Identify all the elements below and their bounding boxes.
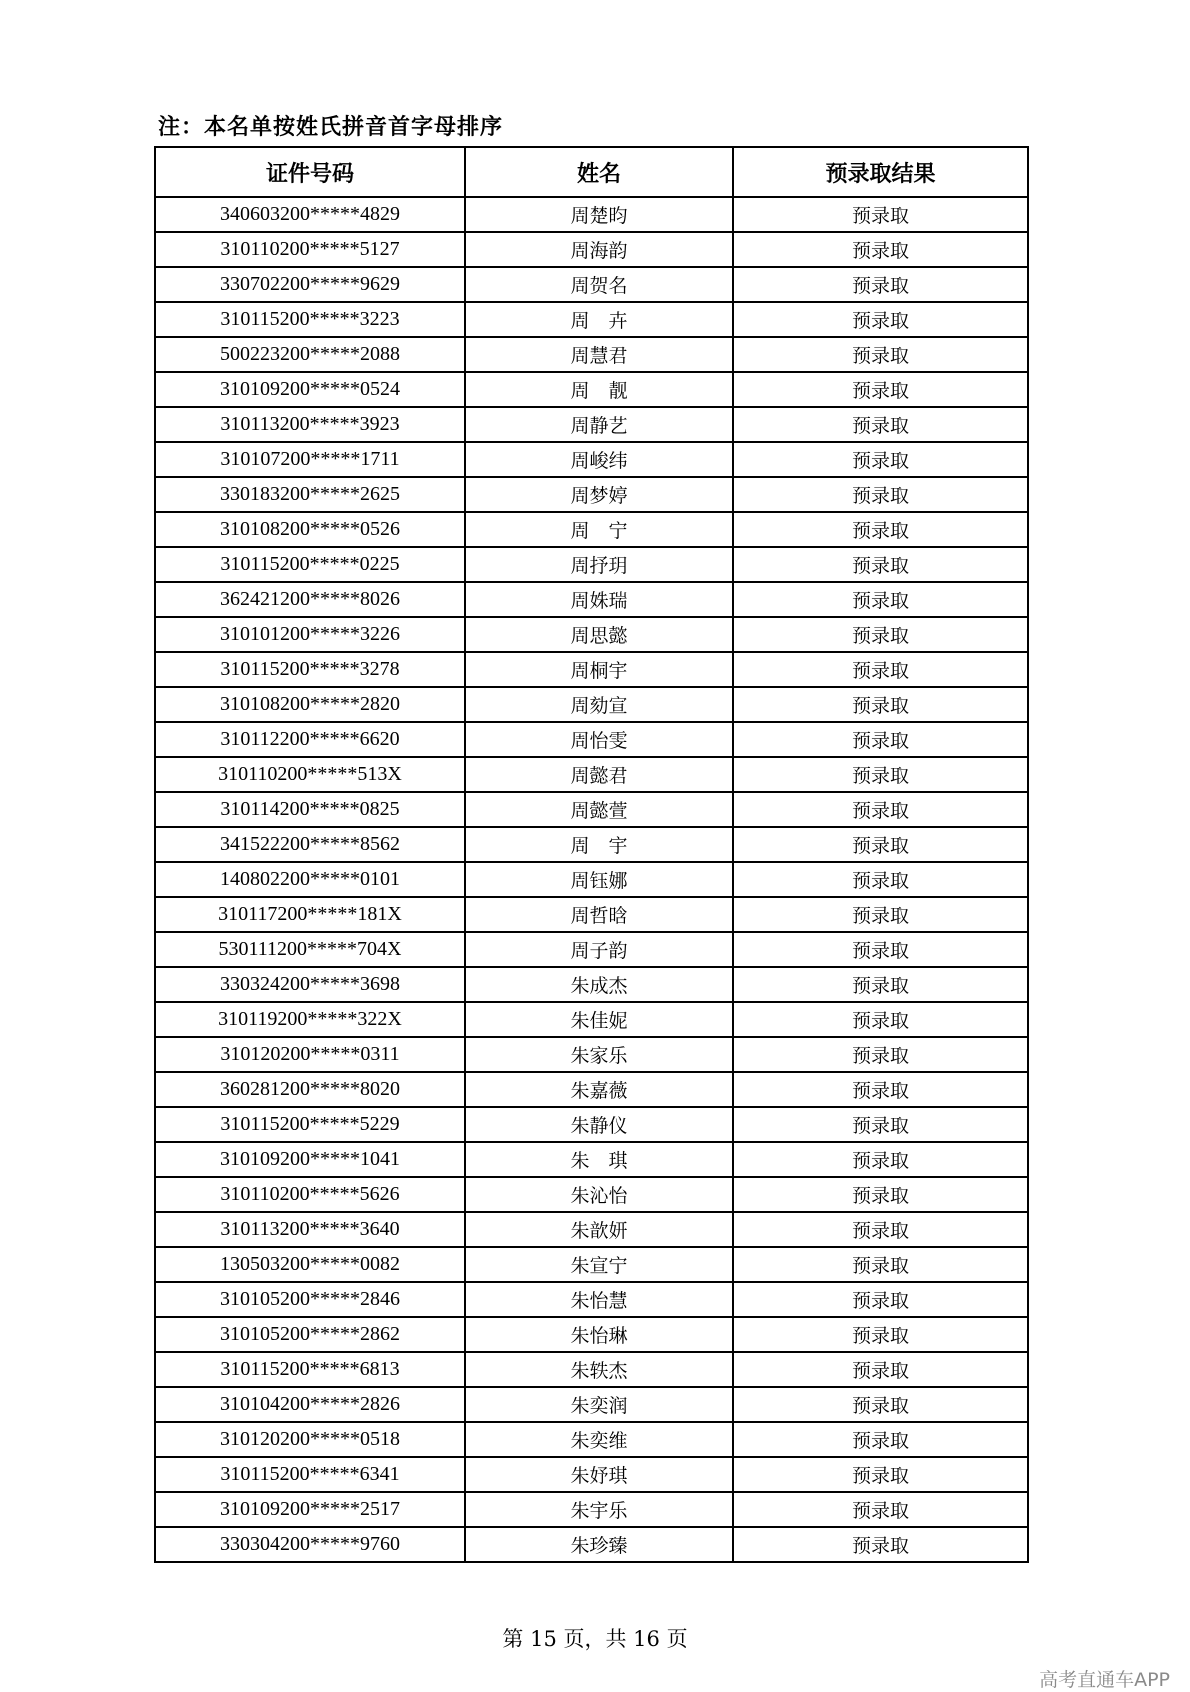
cell-id-number: 360281200*****8020 [155,1072,465,1107]
cell-result: 预录取 [733,337,1028,372]
cell-name: 周慧君 [465,337,733,372]
table-row [155,372,1028,407]
cell-result: 预录取 [733,372,1028,407]
cell-result: 预录取 [733,652,1028,687]
cell-name: 朱珍臻 [465,1527,733,1562]
cell-name: 朱家乐 [465,1037,733,1072]
cell-id-number: 500223200*****2088 [155,337,465,372]
cell-name: 周 靓 [465,372,733,407]
cell-result: 预录取 [733,687,1028,722]
cell-id-number: 310113200*****3923 [155,407,465,442]
table-row [155,932,1028,967]
cell-id-number: 330702200*****9629 [155,267,465,302]
table-row [155,302,1028,337]
cell-id-number: 310117200*****181X [155,897,465,932]
cell-id-number: 362421200*****8026 [155,582,465,617]
cell-name: 周抒玥 [465,547,733,582]
cell-result: 预录取 [733,1107,1028,1142]
cell-name: 周桐宇 [465,652,733,687]
cell-result: 预录取 [733,302,1028,337]
table-row [155,827,1028,862]
cell-result: 预录取 [733,757,1028,792]
cell-result: 预录取 [733,1492,1028,1527]
cell-result: 预录取 [733,442,1028,477]
cell-id-number: 310115200*****6341 [155,1457,465,1492]
cell-id-number: 140802200*****0101 [155,862,465,897]
table-row [155,1177,1028,1212]
cell-id-number: 310115200*****0225 [155,547,465,582]
header-result: 预录取结果 [733,147,1028,197]
table-row [155,232,1028,267]
cell-name: 周懿君 [465,757,733,792]
cell-name: 周楚昀 [465,197,733,232]
cell-name: 周峻纬 [465,442,733,477]
cell-name: 朱歆妍 [465,1212,733,1247]
cell-id-number: 310110200*****5626 [155,1177,465,1212]
header-name: 姓名 [465,147,733,197]
table-row [155,1422,1028,1457]
cell-name: 周哲晗 [465,897,733,932]
list-note: 注：本名单按姓氏拼音首字母排序 [158,115,504,140]
table-row [155,197,1028,232]
cell-id-number: 310108200*****0526 [155,512,465,547]
table-row [155,1387,1028,1422]
cell-result: 预录取 [733,1142,1028,1177]
table-row [155,1142,1028,1177]
cell-id-number: 310109200*****2517 [155,1492,465,1527]
cell-name: 周姝瑞 [465,582,733,617]
cell-id-number: 310109200*****0524 [155,372,465,407]
cell-result: 预录取 [733,407,1028,442]
table-row [155,1457,1028,1492]
table-row [155,967,1028,1002]
cell-id-number: 310120200*****0518 [155,1422,465,1457]
cell-result: 预录取 [733,967,1028,1002]
cell-result: 预录取 [733,197,1028,232]
cell-name: 朱奕维 [465,1422,733,1457]
table-row [155,337,1028,372]
cell-result: 预录取 [733,477,1028,512]
cell-result: 预录取 [733,1457,1028,1492]
cell-result: 预录取 [733,1527,1028,1562]
cell-id-number: 310119200*****322X [155,1002,465,1037]
table-row [155,582,1028,617]
cell-name: 周梦婷 [465,477,733,512]
cell-name: 朱宣宁 [465,1247,733,1282]
cell-name: 周劾宣 [465,687,733,722]
cell-id-number: 310109200*****1041 [155,1142,465,1177]
table-row [155,547,1028,582]
cell-name: 朱妤琪 [465,1457,733,1492]
cell-result: 预录取 [733,267,1028,302]
table-row [155,1037,1028,1072]
cell-result: 预录取 [733,547,1028,582]
table-row [155,512,1028,547]
cell-name: 周海韵 [465,232,733,267]
cell-id-number: 130503200*****0082 [155,1247,465,1282]
table-row [155,897,1028,932]
cell-name: 周静艺 [465,407,733,442]
table-row [155,1107,1028,1142]
cell-name: 朱沁怡 [465,1177,733,1212]
cell-result: 预录取 [733,1002,1028,1037]
cell-name: 朱 琪 [465,1142,733,1177]
cell-name: 周 宇 [465,827,733,862]
cell-name: 朱嘉薇 [465,1072,733,1107]
table-row [155,1352,1028,1387]
page-footer: 第 15 页，共 16 页 [502,1627,688,1651]
cell-result: 预录取 [733,897,1028,932]
cell-name: 朱静仪 [465,1107,733,1142]
cell-id-number: 530111200*****704X [155,932,465,967]
cell-name: 朱怡琳 [465,1317,733,1352]
cell-id-number: 330183200*****2625 [155,477,465,512]
cell-result: 预录取 [733,582,1028,617]
cell-id-number: 310108200*****2820 [155,687,465,722]
cell-name: 朱佳妮 [465,1002,733,1037]
cell-result: 预录取 [733,1247,1028,1282]
cell-id-number: 310112200*****6620 [155,722,465,757]
cell-name: 周思懿 [465,617,733,652]
cell-result: 预录取 [733,1352,1028,1387]
table-row [155,757,1028,792]
table-row [155,1527,1028,1562]
cell-name: 朱宇乐 [465,1492,733,1527]
cell-name: 朱成杰 [465,967,733,1002]
table-row [155,267,1028,302]
table-row [155,407,1028,442]
table-row [155,687,1028,722]
header-id-number: 证件号码 [155,147,465,197]
table-row [155,652,1028,687]
cell-id-number: 310115200*****6813 [155,1352,465,1387]
cell-result: 预录取 [733,1037,1028,1072]
cell-name: 周 卉 [465,302,733,337]
cell-result: 预录取 [733,827,1028,862]
cell-id-number: 310107200*****1711 [155,442,465,477]
table-row [155,1492,1028,1527]
table-row [155,442,1028,477]
cell-name: 周子韵 [465,932,733,967]
cell-result: 预录取 [733,792,1028,827]
cell-name: 周贺名 [465,267,733,302]
cell-name: 朱轶杰 [465,1352,733,1387]
cell-id-number: 330304200*****9760 [155,1527,465,1562]
cell-name: 周怡雯 [465,722,733,757]
cell-id-number: 310120200*****0311 [155,1037,465,1072]
cell-id-number: 310114200*****0825 [155,792,465,827]
table-row [155,1002,1028,1037]
cell-id-number: 310104200*****2826 [155,1387,465,1422]
cell-id-number: 310105200*****2862 [155,1317,465,1352]
table-row [155,792,1028,827]
cell-result: 预录取 [733,617,1028,652]
cell-result: 预录取 [733,722,1028,757]
cell-id-number: 310105200*****2846 [155,1282,465,1317]
cell-result: 预录取 [733,1422,1028,1457]
cell-name: 朱怡慧 [465,1282,733,1317]
cell-id-number: 310115200*****3223 [155,302,465,337]
cell-result: 预录取 [733,1177,1028,1212]
table-row [155,1282,1028,1317]
table-row [155,1212,1028,1247]
cell-id-number: 310115200*****3278 [155,652,465,687]
table-row [155,1317,1028,1352]
cell-name: 朱奕润 [465,1387,733,1422]
watermark: 高考直通车APP [1039,1669,1170,1691]
cell-result: 预录取 [733,1317,1028,1352]
cell-result: 预录取 [733,1387,1028,1422]
cell-id-number: 330324200*****3698 [155,967,465,1002]
table-row [155,1072,1028,1107]
cell-result: 预录取 [733,232,1028,267]
cell-id-number: 310110200*****513X [155,757,465,792]
table-row [155,722,1028,757]
cell-name: 周钰娜 [465,862,733,897]
cell-result: 预录取 [733,862,1028,897]
cell-result: 预录取 [733,512,1028,547]
cell-name: 周 宁 [465,512,733,547]
cell-id-number: 310115200*****5229 [155,1107,465,1142]
cell-name: 周懿萱 [465,792,733,827]
cell-id-number: 340603200*****4829 [155,197,465,232]
table-row [155,617,1028,652]
cell-result: 预录取 [733,1212,1028,1247]
cell-id-number: 310101200*****3226 [155,617,465,652]
cell-result: 预录取 [733,932,1028,967]
admission-table [154,146,1029,1563]
cell-result: 预录取 [733,1282,1028,1317]
table-header-row [155,147,1028,197]
cell-id-number: 310113200*****3640 [155,1212,465,1247]
table-row [155,1247,1028,1282]
cell-id-number: 310110200*****5127 [155,232,465,267]
cell-result: 预录取 [733,1072,1028,1107]
table-row [155,862,1028,897]
table-row [155,477,1028,512]
cell-id-number: 341522200*****8562 [155,827,465,862]
